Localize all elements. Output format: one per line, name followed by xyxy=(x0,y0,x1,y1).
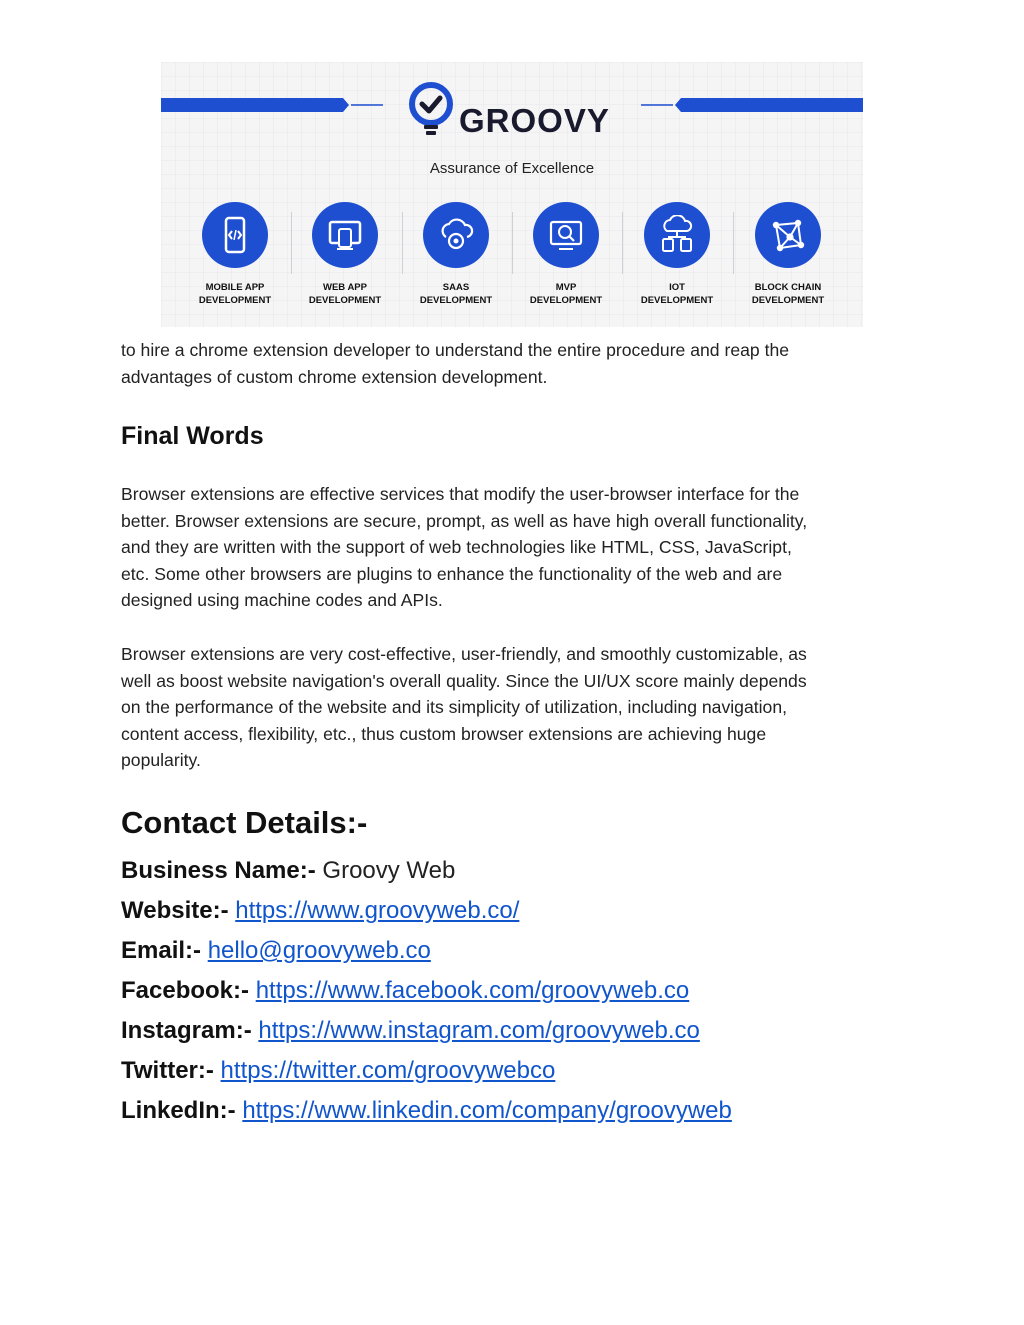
service-blockchain xyxy=(733,202,843,307)
service-label: SAAS DEVELOPMENT xyxy=(419,282,493,306)
website-link[interactable]: https://www.groovyweb.co/ xyxy=(235,897,520,924)
brand-name: GROOVY xyxy=(459,102,610,139)
groovy-banner-image xyxy=(161,62,863,327)
services-row xyxy=(161,202,863,312)
service-mvp xyxy=(511,202,621,307)
mobile-code-icon xyxy=(202,202,268,268)
web-app-icon xyxy=(312,202,378,268)
mvp-monitor-icon xyxy=(533,202,599,268)
twitter-link[interactable]: https://twitter.com/groovywebco xyxy=(220,1057,556,1084)
contact-business-name: Business Name:- Groovy Web xyxy=(121,857,456,884)
contact-twitter: Twitter:- https://twitter.com/groovywebco xyxy=(121,1057,556,1084)
banner-tagline: Assurance of Excellence xyxy=(429,160,595,177)
contact-facebook: Facebook:- https://www.facebook.com/groovyweb.co xyxy=(121,977,690,1004)
final-words-paragraph-2: Browser extensions are very cost-effective, user-friendly, and smoothly customizable, as well as boost website navigation's overall quality. Since the UI/UX score mainly depends on the performance of the website and its simplicity of utilization, including navigation, content access, flexibility, etc., thus custom browser extensions are achieving huge popularity. xyxy=(121,644,807,771)
iot-cloud-icon xyxy=(644,202,710,268)
service-label: MVP DEVELOPMENT xyxy=(529,282,603,306)
final-words-paragraph-1: Browser extensions are effective services that modify the user-browser interface for the better. Browser extensions are secure, prompt, as well as have high overall functionality, and they are written with the support of web technologies like HTML, CSS, JavaScript, etc. Some other browsers are plugins to enhance the functionality of the web and are designed using machine codes and APIs. xyxy=(121,484,808,611)
cloud-gear-icon xyxy=(423,202,489,268)
instagram-link[interactable]: https://www.instagram.com/groovyweb.co xyxy=(258,1017,700,1044)
contact-linkedin: LinkedIn:- https://www.linkedin.com/company/groovyweb xyxy=(121,1097,732,1124)
service-iot xyxy=(622,202,732,307)
service-mobile-app xyxy=(180,202,290,307)
final-words-heading: Final Words xyxy=(121,422,264,450)
contact-website: Website:- https://www.groovyweb.co/ xyxy=(121,897,520,924)
email-link[interactable]: hello@groovyweb.co xyxy=(207,937,431,964)
service-label: MOBILE APP DEVELOPMENT xyxy=(198,282,272,306)
service-web-app xyxy=(290,202,400,307)
linkedin-link[interactable]: https://www.linkedin.com/company/groovyweb xyxy=(242,1097,732,1124)
service-label: IOT DEVELOPMENT xyxy=(640,282,714,306)
intro-paragraph: to hire a chrome extension developer to understand the entire procedure and reap the advantages of custom chrome extension development. xyxy=(121,340,790,387)
service-saas xyxy=(401,202,511,307)
facebook-link[interactable]: https://www.facebook.com/groovyweb.co xyxy=(255,977,690,1004)
contact-details-heading: Contact Details:- xyxy=(121,805,368,840)
blockchain-network-icon xyxy=(755,202,821,268)
groovy-logo xyxy=(161,82,863,142)
groovy-bulb-check-icon xyxy=(407,82,455,138)
service-label: BLOCK CHAIN DEVELOPMENT xyxy=(751,282,825,306)
service-label: WEB APP DEVELOPMENT xyxy=(308,282,382,306)
contact-email: Email:- hello@groovyweb.co xyxy=(121,937,431,964)
contact-instagram: Instagram:- https://www.instagram.com/groovyweb.co xyxy=(121,1017,700,1044)
